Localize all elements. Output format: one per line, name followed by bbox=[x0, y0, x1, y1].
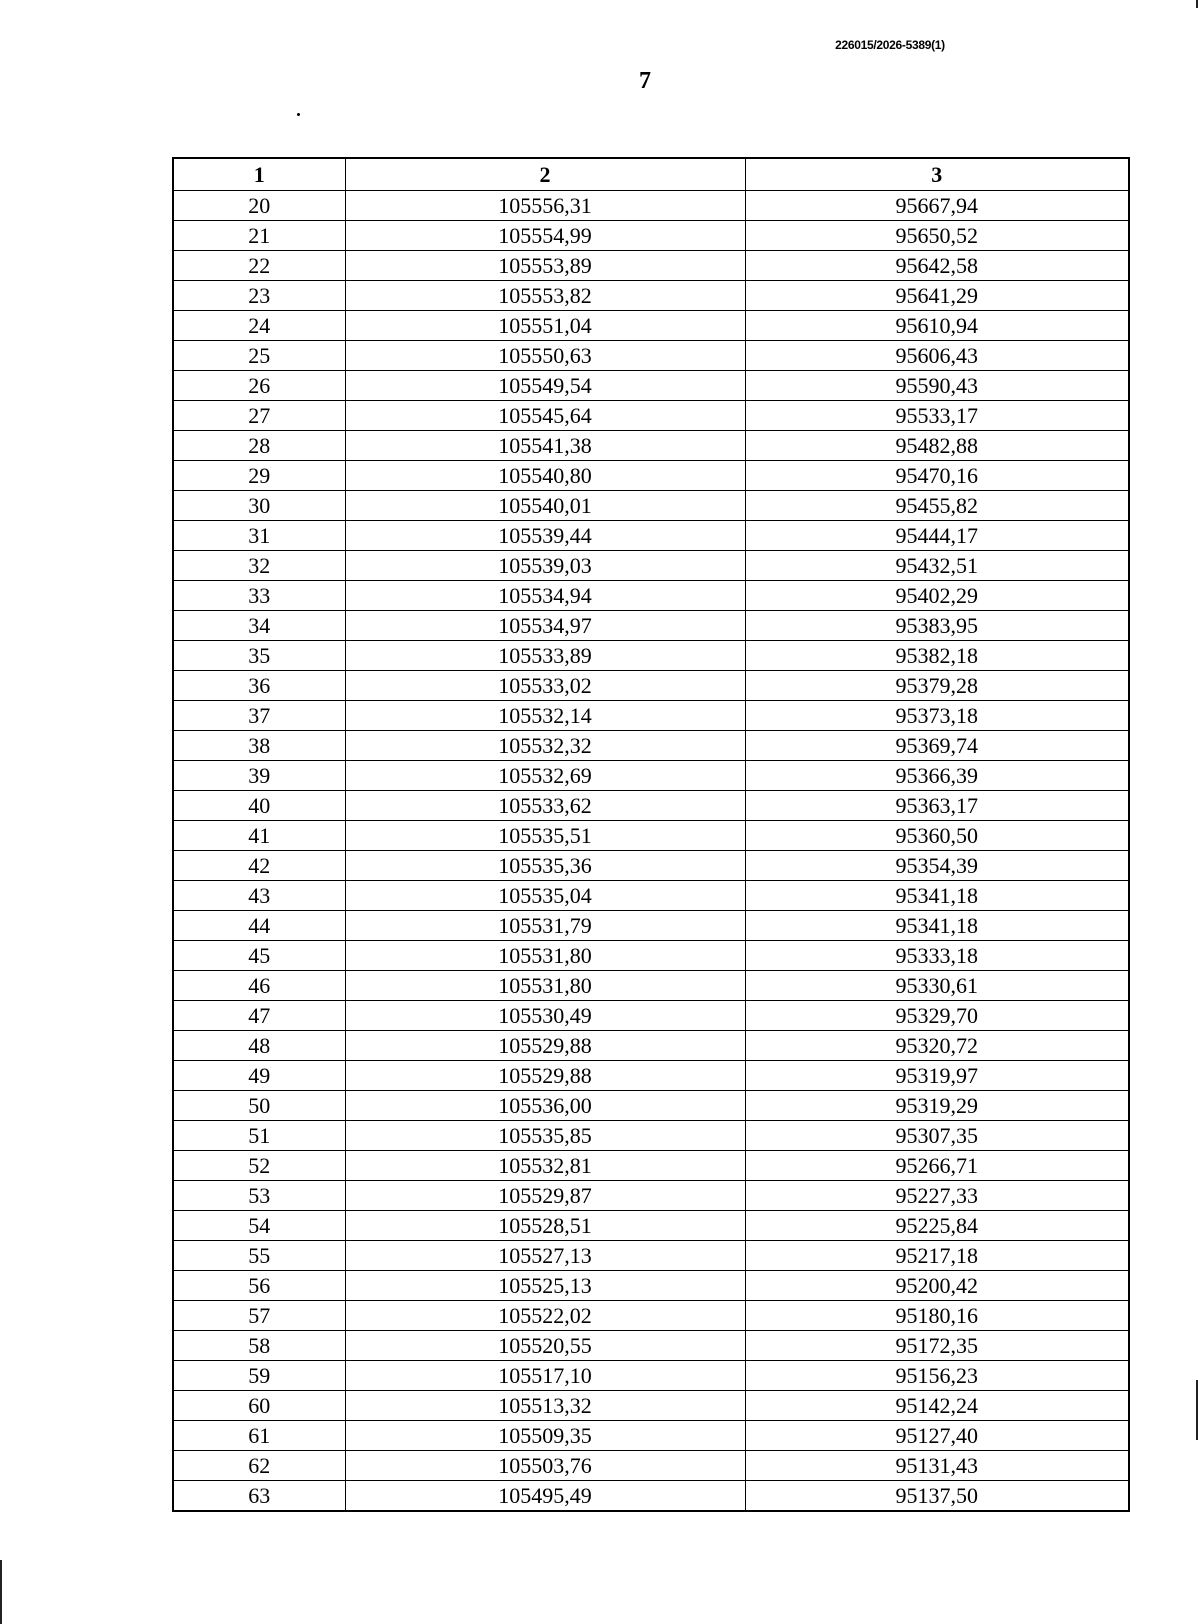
scan-edge-mark bbox=[0, 1560, 2, 1624]
coordinate-x-cell: 105534,97 bbox=[345, 611, 745, 641]
coordinate-y-cell: 95142,24 bbox=[745, 1391, 1129, 1421]
table-row bbox=[173, 1091, 1129, 1121]
coordinate-y-cell: 95319,97 bbox=[745, 1061, 1129, 1091]
table-row bbox=[173, 251, 1129, 281]
coordinate-y-cell: 95606,43 bbox=[745, 341, 1129, 371]
table-row bbox=[173, 761, 1129, 791]
coordinate-x-cell: 105503,76 bbox=[345, 1451, 745, 1481]
coordinate-x-cell: 105540,80 bbox=[345, 461, 745, 491]
coordinate-y-cell: 95172,35 bbox=[745, 1331, 1129, 1361]
point-number-cell: 63 bbox=[173, 1481, 345, 1512]
point-number-cell: 59 bbox=[173, 1361, 345, 1391]
coordinate-x-cell: 105545,64 bbox=[345, 401, 745, 431]
coordinate-x-cell: 105535,04 bbox=[345, 881, 745, 911]
coordinate-y-cell: 95444,17 bbox=[745, 521, 1129, 551]
table-row bbox=[173, 371, 1129, 401]
coordinate-y-cell: 95366,39 bbox=[745, 761, 1129, 791]
coordinate-x-cell: 105520,55 bbox=[345, 1331, 745, 1361]
point-number-cell: 38 bbox=[173, 731, 345, 761]
point-number-cell: 62 bbox=[173, 1451, 345, 1481]
coordinate-x-cell: 105533,62 bbox=[345, 791, 745, 821]
point-number-cell: 56 bbox=[173, 1271, 345, 1301]
point-number-cell: 55 bbox=[173, 1241, 345, 1271]
table-row bbox=[173, 1481, 1129, 1512]
document-id: 226015/2026-5389(1) bbox=[835, 38, 945, 52]
table-row bbox=[173, 1061, 1129, 1091]
coordinate-y-cell: 95533,17 bbox=[745, 401, 1129, 431]
coordinate-y-cell: 95470,16 bbox=[745, 461, 1129, 491]
table-header-row bbox=[173, 158, 1129, 191]
coordinate-x-cell: 105549,54 bbox=[345, 371, 745, 401]
point-number-cell: 37 bbox=[173, 701, 345, 731]
coordinate-y-cell: 95363,17 bbox=[745, 791, 1129, 821]
coordinate-y-cell: 95667,94 bbox=[745, 191, 1129, 221]
coordinate-y-cell: 95373,18 bbox=[745, 701, 1129, 731]
table-row bbox=[173, 851, 1129, 881]
table-row bbox=[173, 461, 1129, 491]
point-number-cell: 36 bbox=[173, 671, 345, 701]
coordinate-x-cell: 105525,13 bbox=[345, 1271, 745, 1301]
table-row bbox=[173, 641, 1129, 671]
table-row bbox=[173, 311, 1129, 341]
point-number-cell: 60 bbox=[173, 1391, 345, 1421]
coordinate-y-cell: 95641,29 bbox=[745, 281, 1129, 311]
coordinate-y-cell: 95137,50 bbox=[745, 1481, 1129, 1512]
coordinate-y-cell: 95330,61 bbox=[745, 971, 1129, 1001]
coordinate-x-cell: 105532,81 bbox=[345, 1151, 745, 1181]
coordinate-y-cell: 95382,18 bbox=[745, 641, 1129, 671]
point-number-cell: 24 bbox=[173, 311, 345, 341]
coordinate-x-cell: 105527,13 bbox=[345, 1241, 745, 1271]
point-number-cell: 44 bbox=[173, 911, 345, 941]
coordinate-x-cell: 105534,94 bbox=[345, 581, 745, 611]
table-row bbox=[173, 1241, 1129, 1271]
table-row bbox=[173, 731, 1129, 761]
coordinate-y-cell: 95200,42 bbox=[745, 1271, 1129, 1301]
table-row bbox=[173, 341, 1129, 371]
coordinate-y-cell: 95642,58 bbox=[745, 251, 1129, 281]
coordinate-x-cell: 105509,35 bbox=[345, 1421, 745, 1451]
table-row bbox=[173, 1121, 1129, 1151]
coordinate-y-cell: 95319,29 bbox=[745, 1091, 1129, 1121]
table-row bbox=[173, 671, 1129, 701]
point-number-cell: 51 bbox=[173, 1121, 345, 1151]
coordinate-y-cell: 95225,84 bbox=[745, 1211, 1129, 1241]
coordinate-y-cell: 95307,35 bbox=[745, 1121, 1129, 1151]
point-number-cell: 43 bbox=[173, 881, 345, 911]
coordinate-x-cell: 105539,03 bbox=[345, 551, 745, 581]
coordinate-x-cell: 105554,99 bbox=[345, 221, 745, 251]
coordinate-y-cell: 95180,16 bbox=[745, 1301, 1129, 1331]
table-row bbox=[173, 971, 1129, 1001]
table-row bbox=[173, 281, 1129, 311]
table-row bbox=[173, 701, 1129, 731]
point-number-cell: 46 bbox=[173, 971, 345, 1001]
coordinate-x-cell: 105541,38 bbox=[345, 431, 745, 461]
table-row bbox=[173, 1331, 1129, 1361]
page-number: 7 bbox=[639, 68, 651, 94]
coordinate-x-cell: 105553,82 bbox=[345, 281, 745, 311]
point-number-cell: 49 bbox=[173, 1061, 345, 1091]
coordinate-y-cell: 95217,18 bbox=[745, 1241, 1129, 1271]
point-number-cell: 23 bbox=[173, 281, 345, 311]
point-number-cell: 27 bbox=[173, 401, 345, 431]
coordinate-x-cell: 105556,31 bbox=[345, 191, 745, 221]
scan-edge-mark bbox=[1196, 0, 1198, 8]
point-number-cell: 31 bbox=[173, 521, 345, 551]
coordinate-x-cell: 105531,80 bbox=[345, 971, 745, 1001]
coordinate-x-cell: 105551,04 bbox=[345, 311, 745, 341]
coordinate-x-cell: 105522,02 bbox=[345, 1301, 745, 1331]
table-row bbox=[173, 881, 1129, 911]
coordinate-y-cell: 95360,50 bbox=[745, 821, 1129, 851]
point-number-cell: 50 bbox=[173, 1091, 345, 1121]
table-row bbox=[173, 431, 1129, 461]
coordinate-x-cell: 105535,36 bbox=[345, 851, 745, 881]
coordinate-y-cell: 95379,28 bbox=[745, 671, 1129, 701]
point-number-cell: 20 bbox=[173, 191, 345, 221]
point-number-cell: 28 bbox=[173, 431, 345, 461]
table-row bbox=[173, 791, 1129, 821]
table-row bbox=[173, 1421, 1129, 1451]
table-row bbox=[173, 1301, 1129, 1331]
coordinates-table bbox=[172, 157, 1130, 1512]
table-row bbox=[173, 221, 1129, 251]
column-header: 2 bbox=[345, 158, 745, 191]
point-number-cell: 57 bbox=[173, 1301, 345, 1331]
column-header: 1 bbox=[173, 158, 345, 191]
point-number-cell: 47 bbox=[173, 1001, 345, 1031]
coordinate-y-cell: 95320,72 bbox=[745, 1031, 1129, 1061]
table-row bbox=[173, 1361, 1129, 1391]
coordinate-x-cell: 105550,63 bbox=[345, 341, 745, 371]
table-body bbox=[173, 191, 1129, 1512]
point-number-cell: 33 bbox=[173, 581, 345, 611]
column-header: 3 bbox=[745, 158, 1129, 191]
point-number-cell: 34 bbox=[173, 611, 345, 641]
coordinate-y-cell: 95354,39 bbox=[745, 851, 1129, 881]
point-number-cell: 61 bbox=[173, 1421, 345, 1451]
coordinate-y-cell: 95333,18 bbox=[745, 941, 1129, 971]
coordinate-y-cell: 95369,74 bbox=[745, 731, 1129, 761]
coordinate-x-cell: 105535,85 bbox=[345, 1121, 745, 1151]
table-row bbox=[173, 1451, 1129, 1481]
point-number-cell: 39 bbox=[173, 761, 345, 791]
coordinate-x-cell: 105495,49 bbox=[345, 1481, 745, 1512]
coordinate-y-cell: 95402,29 bbox=[745, 581, 1129, 611]
table-row bbox=[173, 1181, 1129, 1211]
coordinate-y-cell: 95482,88 bbox=[745, 431, 1129, 461]
table-row bbox=[173, 491, 1129, 521]
table-row bbox=[173, 941, 1129, 971]
coordinate-y-cell: 95650,52 bbox=[745, 221, 1129, 251]
point-number-cell: 32 bbox=[173, 551, 345, 581]
table-row bbox=[173, 401, 1129, 431]
point-number-cell: 54 bbox=[173, 1211, 345, 1241]
coordinate-x-cell: 105535,51 bbox=[345, 821, 745, 851]
coordinate-y-cell: 95341,18 bbox=[745, 911, 1129, 941]
coordinate-y-cell: 95127,40 bbox=[745, 1421, 1129, 1451]
coordinate-x-cell: 105517,10 bbox=[345, 1361, 745, 1391]
table-row bbox=[173, 1001, 1129, 1031]
coordinate-x-cell: 105513,32 bbox=[345, 1391, 745, 1421]
point-number-cell: 52 bbox=[173, 1151, 345, 1181]
coordinate-y-cell: 95156,23 bbox=[745, 1361, 1129, 1391]
point-number-cell: 58 bbox=[173, 1331, 345, 1361]
coordinate-x-cell: 105533,89 bbox=[345, 641, 745, 671]
coordinate-x-cell: 105530,49 bbox=[345, 1001, 745, 1031]
coordinate-x-cell: 105529,87 bbox=[345, 1181, 745, 1211]
coordinate-x-cell: 105529,88 bbox=[345, 1031, 745, 1061]
coordinate-x-cell: 105539,44 bbox=[345, 521, 745, 551]
point-number-cell: 21 bbox=[173, 221, 345, 251]
table-row bbox=[173, 1031, 1129, 1061]
table-row bbox=[173, 581, 1129, 611]
table-row bbox=[173, 521, 1129, 551]
table-row bbox=[173, 1211, 1129, 1241]
coordinate-y-cell: 95383,95 bbox=[745, 611, 1129, 641]
coordinate-x-cell: 105529,88 bbox=[345, 1061, 745, 1091]
table-row bbox=[173, 911, 1129, 941]
coordinate-y-cell: 95610,94 bbox=[745, 311, 1129, 341]
point-number-cell: 53 bbox=[173, 1181, 345, 1211]
point-number-cell: 26 bbox=[173, 371, 345, 401]
coordinate-y-cell: 95266,71 bbox=[745, 1151, 1129, 1181]
coordinate-x-cell: 105531,79 bbox=[345, 911, 745, 941]
coordinate-x-cell: 105532,14 bbox=[345, 701, 745, 731]
point-number-cell: 29 bbox=[173, 461, 345, 491]
table-row bbox=[173, 551, 1129, 581]
coordinate-x-cell: 105528,51 bbox=[345, 1211, 745, 1241]
point-number-cell: 25 bbox=[173, 341, 345, 371]
coordinate-x-cell: 105533,02 bbox=[345, 671, 745, 701]
coordinate-y-cell: 95341,18 bbox=[745, 881, 1129, 911]
coordinate-y-cell: 95329,70 bbox=[745, 1001, 1129, 1031]
table-row bbox=[173, 611, 1129, 641]
coordinate-x-cell: 105540,01 bbox=[345, 491, 745, 521]
coordinates-table-container bbox=[172, 157, 1128, 1512]
table-row bbox=[173, 1391, 1129, 1421]
point-number-cell: 35 bbox=[173, 641, 345, 671]
point-number-cell: 48 bbox=[173, 1031, 345, 1061]
point-number-cell: 42 bbox=[173, 851, 345, 881]
coordinate-x-cell: 105532,32 bbox=[345, 731, 745, 761]
table-row bbox=[173, 821, 1129, 851]
point-number-cell: 41 bbox=[173, 821, 345, 851]
coordinate-y-cell: 95227,33 bbox=[745, 1181, 1129, 1211]
scan-speck bbox=[297, 113, 300, 116]
coordinate-x-cell: 105553,89 bbox=[345, 251, 745, 281]
point-number-cell: 30 bbox=[173, 491, 345, 521]
coordinate-y-cell: 95590,43 bbox=[745, 371, 1129, 401]
point-number-cell: 22 bbox=[173, 251, 345, 281]
table-row bbox=[173, 1151, 1129, 1181]
coordinate-y-cell: 95131,43 bbox=[745, 1451, 1129, 1481]
point-number-cell: 40 bbox=[173, 791, 345, 821]
coordinate-y-cell: 95432,51 bbox=[745, 551, 1129, 581]
scan-edge-mark bbox=[1196, 1380, 1198, 1440]
table-row bbox=[173, 191, 1129, 221]
coordinate-x-cell: 105532,69 bbox=[345, 761, 745, 791]
coordinate-x-cell: 105531,80 bbox=[345, 941, 745, 971]
coordinate-y-cell: 95455,82 bbox=[745, 491, 1129, 521]
point-number-cell: 45 bbox=[173, 941, 345, 971]
coordinate-x-cell: 105536,00 bbox=[345, 1091, 745, 1121]
table-row bbox=[173, 1271, 1129, 1301]
